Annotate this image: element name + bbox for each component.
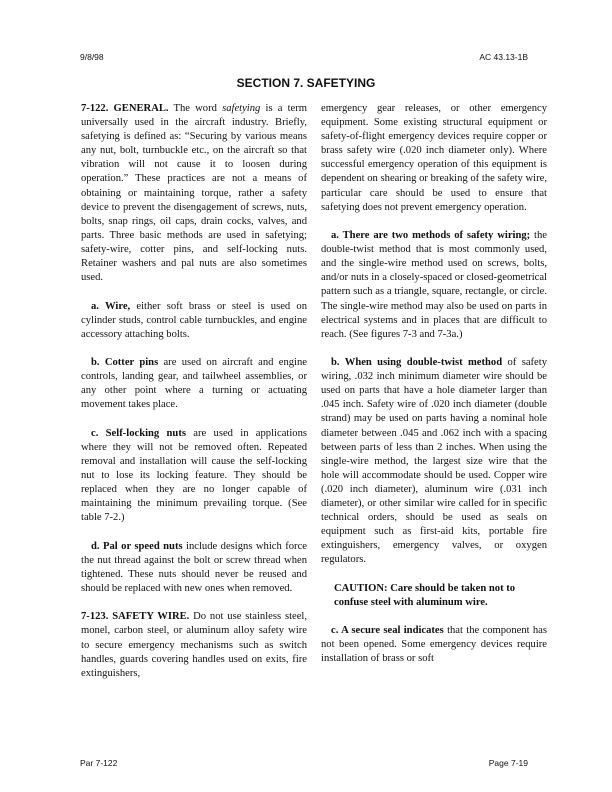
paragraph-7-123-c bbox=[321, 624, 547, 666]
subparagraph-lead: d. Pal or speed nuts bbox=[91, 540, 183, 552]
subparagraph-lead: b. When using double-twist method bbox=[331, 357, 503, 369]
paragraph-7-122-a bbox=[81, 300, 307, 342]
paragraph-heading: 7-122. GENERAL. bbox=[81, 103, 169, 114]
subparagraph-text: that the component has not been opened. Some emergency devices require installation of brass or soft bbox=[321, 625, 547, 665]
paragraph-7-122-b bbox=[81, 356, 307, 412]
subparagraph-text: are used on aircraft and engine controls, landing gear, and tailwheel assemblies, or any other point where a turning or actuating movement takes place. bbox=[81, 357, 307, 411]
paragraph-7-123-continued: emergency gear releases, or other emergency equipment. Some existing structural equipment or safety-of-flight emergency devices require copper or brass safety wire (.020 inch diameter only). Where successful emergency operation of this equipment is dependent on shearing or breaking of the safety wire, particular care should be used to ensure that safetying does not prevent emergency operation. bbox=[321, 103, 547, 213]
caution-note: CAUTION: Care should be taken not to confuse steel with aluminum wire. bbox=[334, 582, 516, 608]
subparagraph-lead: c. Self-locking nuts bbox=[91, 427, 186, 439]
paragraph-text: Do not use stainless steel, monel, carbon steel, or aluminum alloy safety wire to secure emergency mechanisms such as switch handles, guards covering handles used on exits, fire extinguishers, bbox=[81, 611, 308, 679]
subparagraph-text: the double-twist method that is most commonly used, and the single-wire method used on screws, bolts, and/or nuts in a closely-spaced or closed-geometrical pattern such as a triangle, square, rectangle, or circle. The single-wire method may also be used on parts in electrical systems and in places that are difficult to reach. (See figures 7-3 and 7-3a.) bbox=[321, 230, 547, 340]
subparagraph-text: of safety wiring, .032 inch minimum diameter wire should be used on parts that have a hole diameter larger than .045 inch. Safety wire of .020 inch diameter (double strand) may be used on parts having a nominal hole diameter between .045 and .062 inch with a spacing between parts of less than 2 inches. When using the single-wire method, the largest size wire that the hole will accommodate should be used. Copper wire (.020 inch diameter), aluminum wire (.031 inch diameter), or other similar wire called for in specific technical orders, should be used as seals on equipment such as first-aid kits, portable fire extinguishers, emergency valves, or oxygen regulators. bbox=[321, 357, 547, 566]
subparagraph-text: include designs which force the nut thread against the bolt or screw thread when tightened. These nuts should never be reused and should be replaced with new ones when removed. bbox=[81, 540, 307, 594]
subparagraph-lead: a. Wire, bbox=[91, 300, 131, 312]
right-column bbox=[321, 102, 547, 681]
header-doc-id: AC 43.13-1B bbox=[479, 52, 528, 62]
paragraph-7-123-a bbox=[321, 229, 547, 342]
header-date: 9/8/98 bbox=[80, 52, 104, 62]
subparagraph-lead: b. Cotter pins bbox=[91, 357, 159, 369]
paragraph-7-123-b bbox=[321, 356, 547, 567]
section-title: SECTION 7. SAFETYING bbox=[236, 76, 376, 90]
paragraph-text: The word bbox=[168, 103, 223, 114]
emphasized-term: safetying bbox=[222, 103, 261, 114]
paragraph-heading: 7-123. SAFETY WIRE. bbox=[81, 611, 190, 623]
paragraph-7-122 bbox=[81, 102, 307, 285]
paragraph-7-122-c bbox=[81, 427, 307, 526]
subparagraph-text: are used in applications where they will not be removed often. Repeated removal and installation will cause the self-locking nut to lose its locking feature. They should be replaced when they are no longer capable of maintaining the minimum prevailing torque. (See table 7-2.) bbox=[81, 427, 307, 524]
subparagraph-lead: c. A secure seal indicates bbox=[331, 625, 444, 637]
left-column bbox=[81, 102, 307, 695]
footer-paragraph-ref: Par 7-122 bbox=[80, 758, 118, 768]
subparagraph-text: either soft brass or steel is used on cylinder studs, control cable turnbuckles, and engine accessory attaching bolts. bbox=[81, 300, 307, 340]
paragraph-7-123 bbox=[81, 610, 307, 680]
footer-page-number: Page 7-19 bbox=[488, 758, 528, 768]
subparagraph-lead: a. There are two methods of safety wiring; bbox=[331, 230, 531, 242]
paragraph-text: is a term universally used in the aircraft industry. Briefly, safetying is defined as: “Securing by various means any nut, bolt, turnbuckle etc., on the aircraft so that vibration will not cause it to loosen during operation.” These practices are not a means of obtaining or maintaining torque, rather a safety device to prevent the disengagement of screws, nuts, bolts, snap rings, oil caps, drain cocks, valves, and parts. Three basic methods are used in safetying; safety-wire, cotter pins, and self-locking nuts. Retainer washers and pal nuts are also sometimes used. bbox=[81, 103, 307, 284]
paragraph-7-122-d bbox=[81, 540, 307, 596]
